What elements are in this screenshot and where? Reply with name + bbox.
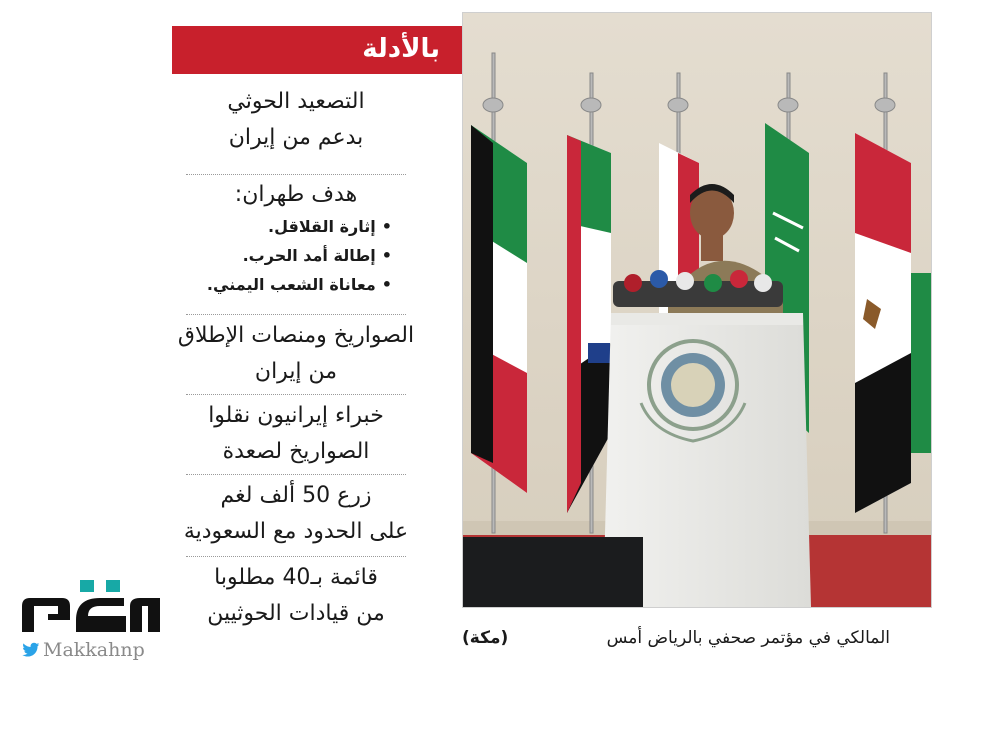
goal-item: • معاناة الشعب اليمني. [172, 270, 392, 299]
goals-heading: هدف طهران: [234, 182, 358, 207]
divider [186, 556, 406, 557]
point-line: من إيران [254, 359, 338, 384]
point-tehran-goals [172, 178, 420, 299]
point-line: من قيادات الحوثيين [207, 601, 385, 626]
section-header [172, 26, 462, 74]
point-line: زرع 50 ألف لغم [220, 483, 372, 508]
point-line: على الحدود مع السعودية [183, 519, 409, 544]
point-line: الصواريخ لصعدة [222, 439, 370, 464]
twitter-bird-icon [22, 642, 40, 658]
point-houthi-escalation [172, 84, 420, 156]
goals-list [172, 212, 420, 299]
section-title: بالأدلة [362, 34, 440, 64]
photo-credit: (مكة) [462, 628, 509, 648]
point-missiles-from-iran [172, 318, 420, 390]
press-conference-photo [462, 12, 932, 608]
point-line: بدعم من إيران [228, 125, 364, 150]
divider [186, 174, 406, 175]
divider [186, 394, 406, 395]
point-line: خبراء إيرانيون نقلوا [208, 403, 384, 428]
goal-item: • إثارة القلاقل. [172, 212, 392, 241]
point-wanted-list [172, 560, 420, 632]
point-landmines [172, 478, 420, 550]
makkah-logo [18, 576, 164, 666]
point-iranian-experts [172, 398, 420, 470]
divider [186, 474, 406, 475]
photo-caption [462, 624, 930, 652]
goal-item: • إطالة أمد الحرب. [172, 241, 392, 270]
twitter-handle [22, 638, 172, 662]
handle-text: Makkahnp [43, 639, 145, 661]
point-line: قائمة بـ40 مطلوبا [214, 565, 378, 590]
divider [186, 314, 406, 315]
makkah-wordmark [18, 576, 164, 634]
point-line: الصواريخ ومنصات الإطلاق [177, 323, 415, 348]
caption-text: المالكي في مؤتمر صحفي بالرياض أمس [606, 628, 890, 648]
point-line: التصعيد الحوثي [227, 89, 365, 114]
